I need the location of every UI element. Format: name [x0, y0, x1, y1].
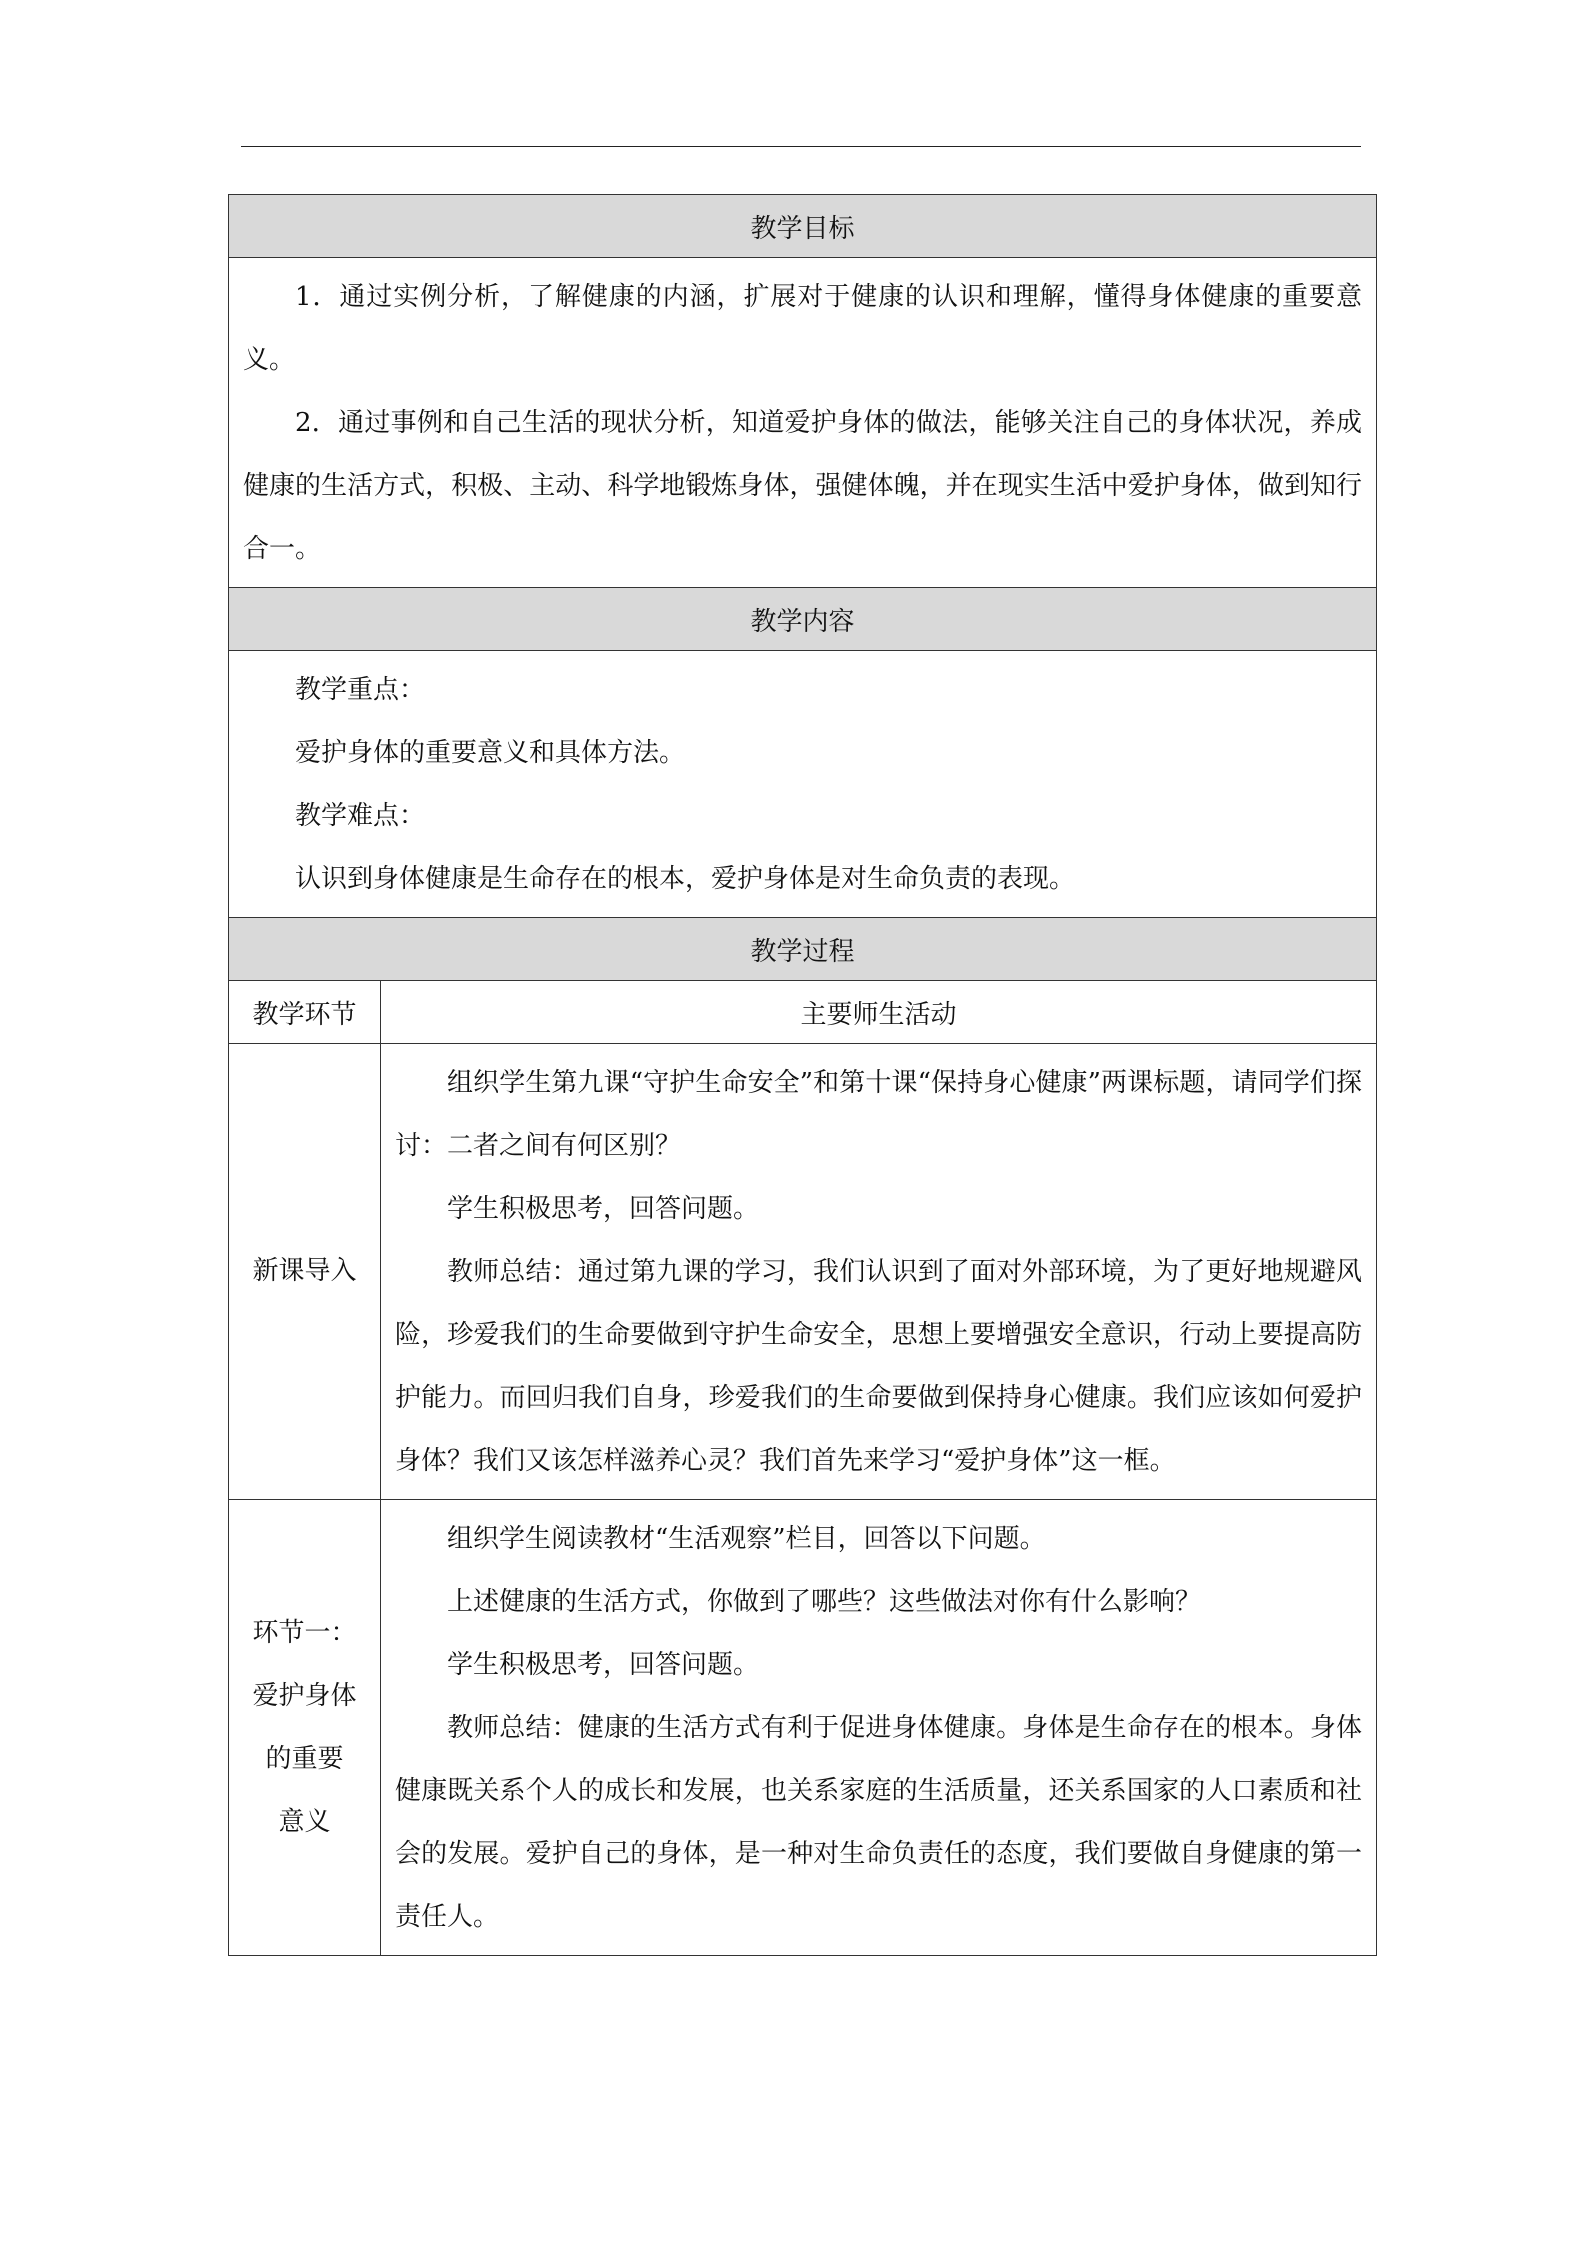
objectives-heading: 教学目标: [229, 195, 1377, 258]
stage-label-line: 爱护身体: [252, 1680, 357, 1711]
stage-label-line: 环节一：: [252, 1617, 357, 1648]
header-rule: [241, 146, 1361, 147]
stage-label-line: 意义: [278, 1806, 331, 1837]
content-body: [229, 651, 1377, 918]
activity-paragraph: 学生积极思考，回答问题。: [447, 1650, 760, 1680]
activity-paragraph: 上述健康的生活方式，你做到了哪些？这些做法对你有什么影响？: [447, 1587, 1202, 1617]
activity-paragraph: 教师总结：健康的生活方式有利于促进身体健康。身体是生命存在的根本。身体健康既关系个人的成长和发展，也关系家庭的生活质量，还关系国家的人口素质和社会的发展。爱护自己的身体，是一种对生命负责任的态度，我们要做自身健康的第一责任人。: [395, 1713, 1363, 1932]
objectives-body: [229, 258, 1377, 588]
process-row: [229, 1500, 1377, 1956]
key-point-text: 爱护身体的重要意义和具体方法。: [295, 738, 686, 768]
activity-paragraph: 组织学生第九课“守护生命安全”和第十课“保持身心健康”两课标题，请同学们探讨：二者之间有何区别？: [395, 1068, 1363, 1161]
difficulty-label: 教学难点：: [295, 801, 426, 831]
process-row: [229, 1044, 1377, 1500]
lesson-plan-table: [228, 194, 1377, 1956]
content-heading: 教学内容: [229, 588, 1377, 651]
process-heading: 教学过程: [229, 918, 1377, 981]
activity-cell: [381, 1500, 1377, 1956]
activity-paragraph: 学生积极思考，回答问题。: [447, 1194, 760, 1224]
stage-label: [229, 1044, 381, 1500]
objective-item: 1．通过实例分析，了解健康的内涵，扩展对于健康的认识和理解，懂得身体健康的重要意义。: [243, 282, 1363, 375]
objective-item: 2．通过事例和自己生活的现状分析，知道爱护身体的做法，能够关注自己的身体状况，养成健康的生活方式，积极、主动、科学地锻炼身体，强健体魄，并在现实生活中爱护身体，做到知行合一。: [243, 408, 1363, 564]
difficulty-text: 认识到身体健康是生命存在的根本，爱护身体是对生命负责的表现。: [295, 864, 1076, 894]
stage-label: [229, 1500, 381, 1956]
activity-paragraph: 教师总结：通过第九课的学习，我们认识到了面对外部环境，为了更好地规避风险，珍爱我们的生命要做到守护生命安全，思想上要增强安全意识，行动上要提高防护能力。而回归我们自身，珍爱我们的生命要做到保持身心健康。我们应该如何爱护身体？我们又该怎样滋养心灵？我们首先来学习“爱护身体”这一框。: [395, 1257, 1363, 1476]
stage-label-line: 的重要: [265, 1743, 344, 1774]
stage-label-line: 新课导入: [252, 1256, 357, 1286]
activity-column-header: 主要师生活动: [381, 981, 1377, 1044]
activity-paragraph: 组织学生阅读教材“生活观察”栏目，回答以下问题。: [447, 1524, 1046, 1554]
activity-cell: [381, 1044, 1377, 1500]
key-point-label: 教学重点：: [295, 675, 426, 705]
stage-column-header: 教学环节: [229, 981, 381, 1044]
